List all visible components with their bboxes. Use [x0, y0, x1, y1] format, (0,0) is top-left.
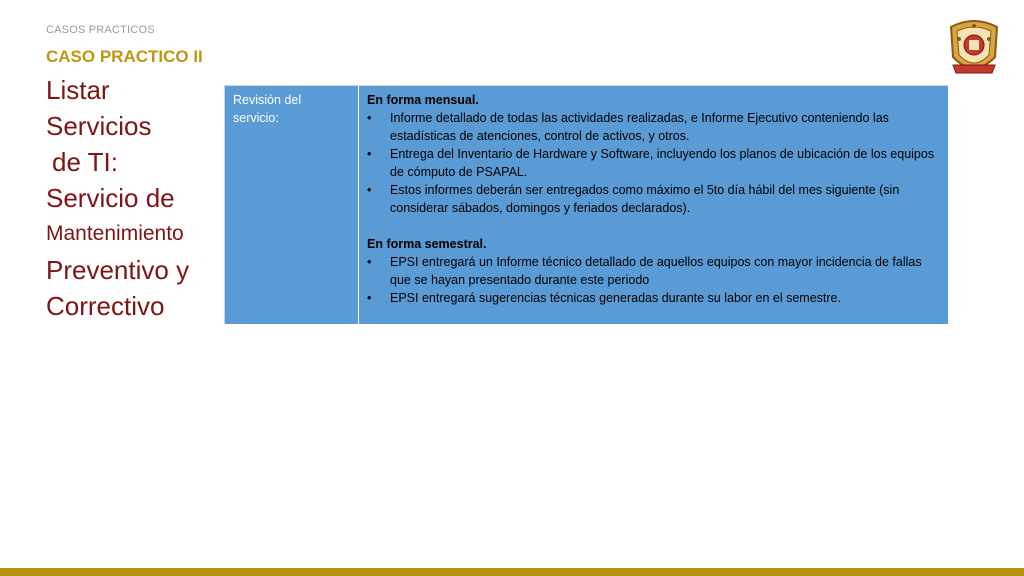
title-line: Listar: [46, 75, 110, 105]
list-item-text: EPSI entregará sugerencias técnicas generadas durante su labor en el semestre.: [390, 291, 841, 305]
list-item-text: Estos informes deberán ser entregados como máximo el 5to día hábil del mes siguiente (sin considerar sábados, domingos y feriados declarados).: [390, 183, 900, 215]
list-item: [367, 145, 938, 181]
title-line: Preventivo y: [46, 255, 190, 285]
list-item-text: Informe detallado de todas las actividades realizadas, e Informe Ejecutivo conteniendo las estadísticas de atenciones, control de activos, y otros.: [390, 111, 889, 143]
footer-bar: [0, 568, 1024, 576]
bullet-icon: •: [367, 291, 372, 305]
title-line: Servicio de: [46, 183, 175, 213]
bullet-icon: •: [367, 111, 372, 125]
case-subtitle: CASO PRACTICO II: [46, 47, 203, 66]
semestral-list: [367, 253, 938, 307]
list-item: [367, 253, 938, 289]
title-line: Correctivo: [46, 291, 165, 321]
bullet-icon: •: [367, 183, 372, 197]
list-item: [367, 181, 938, 217]
bullet-icon: •: [367, 255, 372, 269]
section-kicker: CASOS PRACTICOS: [46, 24, 155, 36]
list-item: [367, 289, 938, 307]
table-content-cell: [359, 86, 948, 324]
list-item-text: Entrega del Inventario de Hardware y Software, incluyendo los planos de ubicación de los equipos de cómputo de PSAPAL.: [390, 147, 935, 179]
list-item-text: EPSI entregará un Informe técnico detallado de aquellos equipos con mayor incidencia de fallas que se hayan presentado durante este periodo: [390, 255, 922, 287]
monthly-list: [367, 109, 938, 217]
list-item: [367, 109, 938, 145]
bullet-icon: •: [367, 147, 372, 161]
section-heading-monthly: En forma mensual.: [367, 93, 479, 107]
university-crest-icon: [947, 17, 1001, 79]
table-label-cell: Revisión del servicio:: [225, 86, 359, 324]
section-heading-semestral: En forma semestral.: [367, 237, 487, 251]
title-line: Mantenimiento: [46, 222, 184, 245]
slide-title: [46, 72, 221, 324]
title-line: Servicios: [46, 111, 152, 141]
title-line: de TI:: [52, 147, 119, 177]
service-review-table: [224, 85, 948, 324]
